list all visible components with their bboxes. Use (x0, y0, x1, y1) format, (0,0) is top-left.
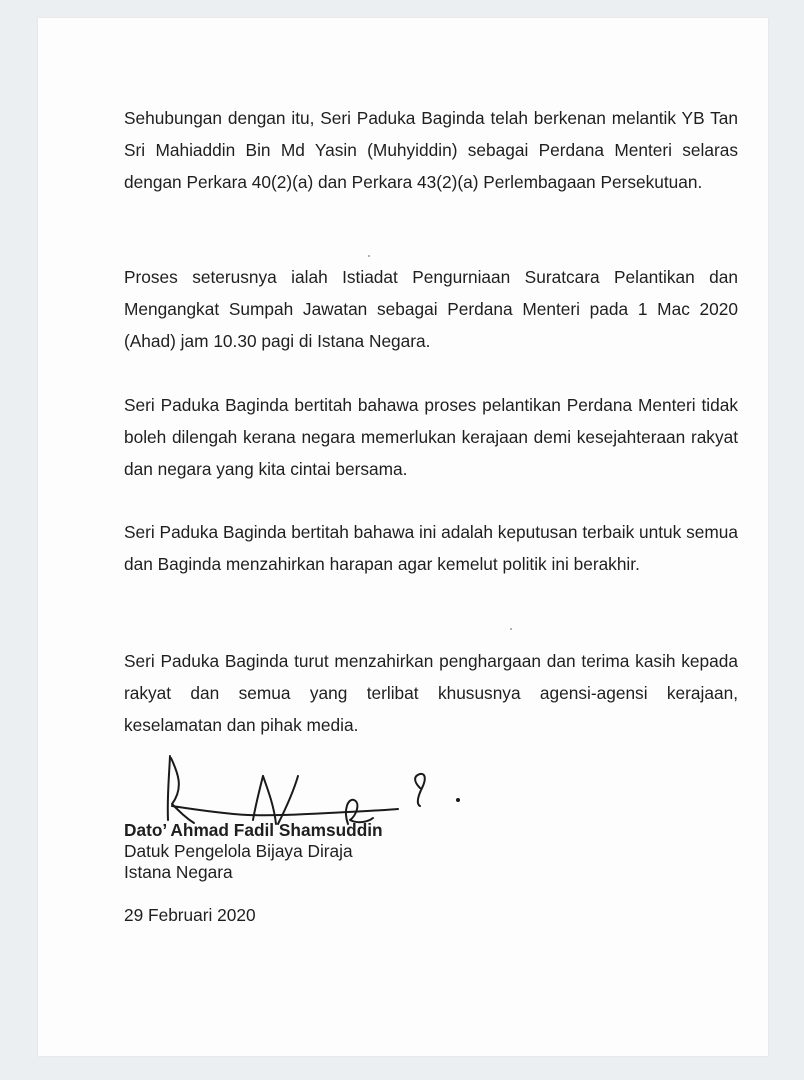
signatory-block (124, 820, 383, 883)
paragraph-ceremony (124, 261, 738, 357)
paragraph-text: Seri Paduka Baginda bertitah bahawa ini adalah keputusan terbaik untuk semua dan Baginda menzahirkan harapan agar kemelut politik ini berakhir. (124, 522, 738, 574)
signatory-name: Dato’ Ahmad Fadil Shamsuddin (124, 820, 383, 840)
paragraph-text: Sehubungan dengan itu, Seri Paduka Baginda telah berkenan melantik YB Tan Sri Mahiaddin Bin Md Yasin (Muhyiddin) sebagai Perdana Menteri selaras dengan Perkara 40(2)(a) dan Perkara 43(2)(a) Perlembagaan Persekutuan. (124, 108, 738, 192)
scan-speck (368, 255, 370, 257)
letter-date: 29 Februari 2020 (124, 905, 256, 925)
paragraph-decision (124, 516, 738, 580)
letter-page (38, 18, 768, 1056)
paragraph-text: Seri Paduka Baginda turut menzahirkan penghargaan dan terima kasih kepada rakyat dan semua yang terlibat khususnya agensi-agensi kerajaan, keselamatan dan pihak media. (124, 651, 738, 735)
signatory-title: Datuk Pengelola Bijaya Diraja (124, 841, 353, 861)
signatory-office: Istana Negara (124, 862, 233, 882)
paragraph-text: Seri Paduka Baginda bertitah bahawa proses pelantikan Perdana Menteri tidak boleh dilengah kerana negara memerlukan kerajaan demi kesejahteraan rakyat dan negara yang kita cintai bersama. (124, 395, 738, 479)
paragraph-text: Proses seterusnya ialah Istiadat Pengurniaan Suratcara Pelantikan dan Mengangkat Sumpah Jawatan sebagai Perdana Menteri pada 1 Mac 2020 (Ahad) jam 10.30 pagi di Istana Negara. (124, 267, 738, 351)
paragraph-urgency (124, 389, 738, 485)
paragraph-gratitude (124, 645, 738, 741)
scan-speck (510, 628, 512, 630)
paragraph-appointment (124, 102, 738, 198)
